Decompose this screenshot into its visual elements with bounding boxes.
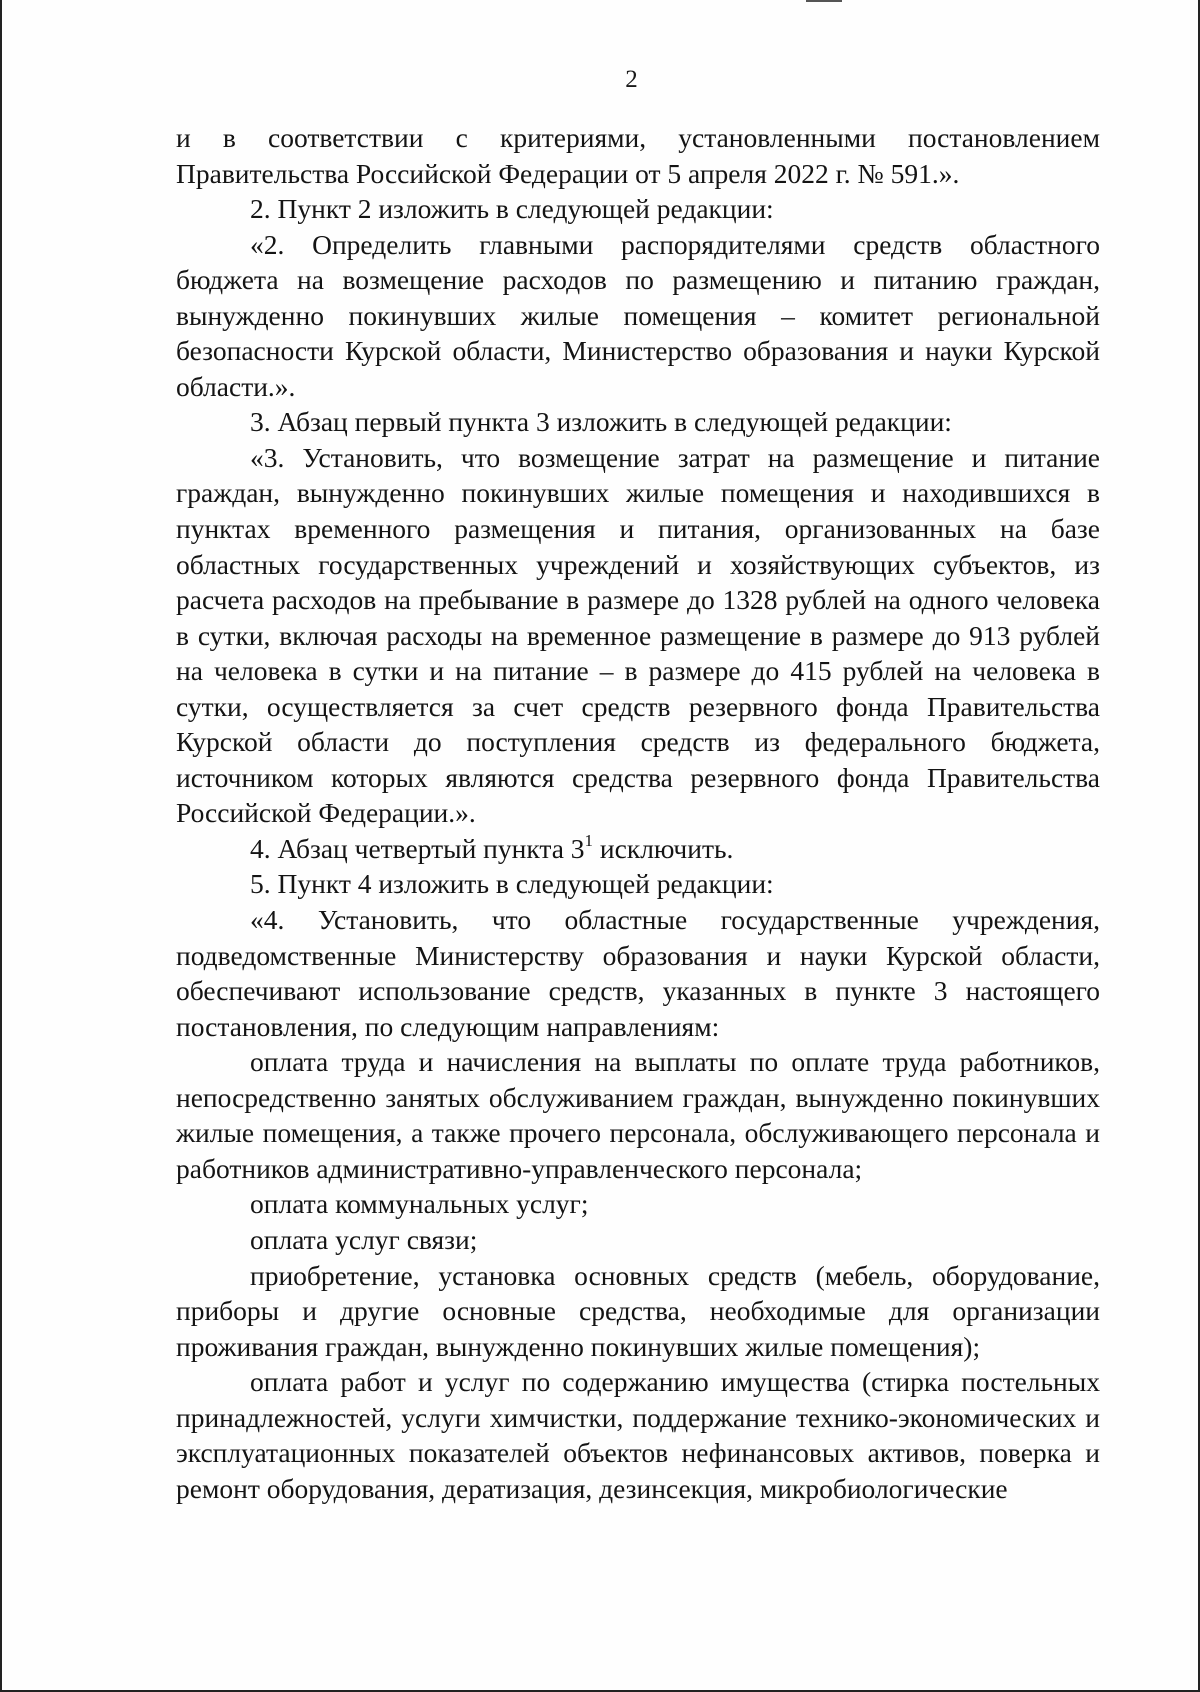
superscript-index: 1 <box>584 830 594 850</box>
page-number: 2 <box>625 66 638 93</box>
paragraph-item-2-heading: 2. Пункт 2 изложить в следующей редакции: <box>250 193 774 225</box>
paragraph-item-2-text: «2. Определить главными распорядителями средств областного бюджета на возмещение расходов по размещению и питанию граждан, вынужденно покинувших жилые помещения – комитет региональной безопасности Курской области, Министерство образования и науки Курской области.». <box>176 228 1100 402</box>
paragraph-item-3-text: «3. Установить, что возмещение затрат на размещение и питание граждан, вынужденно покинувших жилые помещения и находившихся в пунктах временного размещения и питания, организованных на базе областных государственных учреждений и хозяйствующих субъектов, из расчета расходов на пребывание в размере до 1328 рублей на одного человека в сутки, включая расходы на временное размещение в размере до 913 рублей на человека в сутки и на питание – в размере до 415 рублей на человека в сутки, осуществляется за счет средств резервного фонда Правительства Курской области до поступления средств из федерального бюджета, источником которых являются средства резервного фонда Правительства Российской Федерации.». <box>176 441 1100 829</box>
paragraph-item-5-text: «4. Установить, что областные государственные учреждения, подведомственные Министерству образования и науки Курской области, обеспечивают использование средств, указанных в пункте 3 настоящего постановления, по следующим направлениям: <box>176 904 1100 1042</box>
paragraph-direction-maintenance: оплата работ и услуг по содержанию имущества (стирка постельных принадлежностей, услуги химчистки, поддержание технико-экономических и эксплуатационных показателей объектов нефинансовых активов, поверка и ремонт оборудования, дератизация, дезинсекция, микробиологические <box>176 1366 1100 1504</box>
paragraph-direction-fixed-assets: приобретение, установка основных средств (мебель, оборудование, приборы и другие основные средства, необходимые для организации проживания граждан, вынужденно покинувших жилые помещения); <box>176 1259 1100 1362</box>
paragraph-direction-utilities: оплата коммунальных услуг; <box>250 1188 589 1220</box>
scan-mark-top <box>806 0 842 2</box>
paragraph-item-5-heading: 5. Пункт 4 изложить в следующей редакции: <box>250 868 774 900</box>
paragraph-item-4-tail: исключить. <box>593 832 734 864</box>
paragraph-item-4 <box>176 831 1100 867</box>
paragraph-direction-communications: оплата услуг связи; <box>250 1223 478 1255</box>
paragraph-continuation <box>176 120 1100 191</box>
paragraph-item-3-heading: 3. Абзац первый пункта 3 изложить в следующей редакции: <box>250 406 952 438</box>
paragraph-line: и в соответствии с критериями, установленными постановлением <box>176 122 1100 153</box>
paragraph-direction-labor: оплата труда и начисления на выплаты по оплате труда работников, непосредственно занятых обслуживанием граждан, вынужденно покинувших жилые помещения, а также прочего персонала, обслуживающего персонала и работников административно-управленческого персонала; <box>176 1046 1100 1184</box>
paragraph-item-4-text: 4. Абзац четвертый пункта 3 <box>250 832 585 864</box>
scan-border-left <box>0 0 2 1692</box>
document-body <box>176 120 1100 1506</box>
paragraph-line: Правительства Российской Федерации от 5 апреля 2022 г. № 591.». <box>176 157 960 189</box>
